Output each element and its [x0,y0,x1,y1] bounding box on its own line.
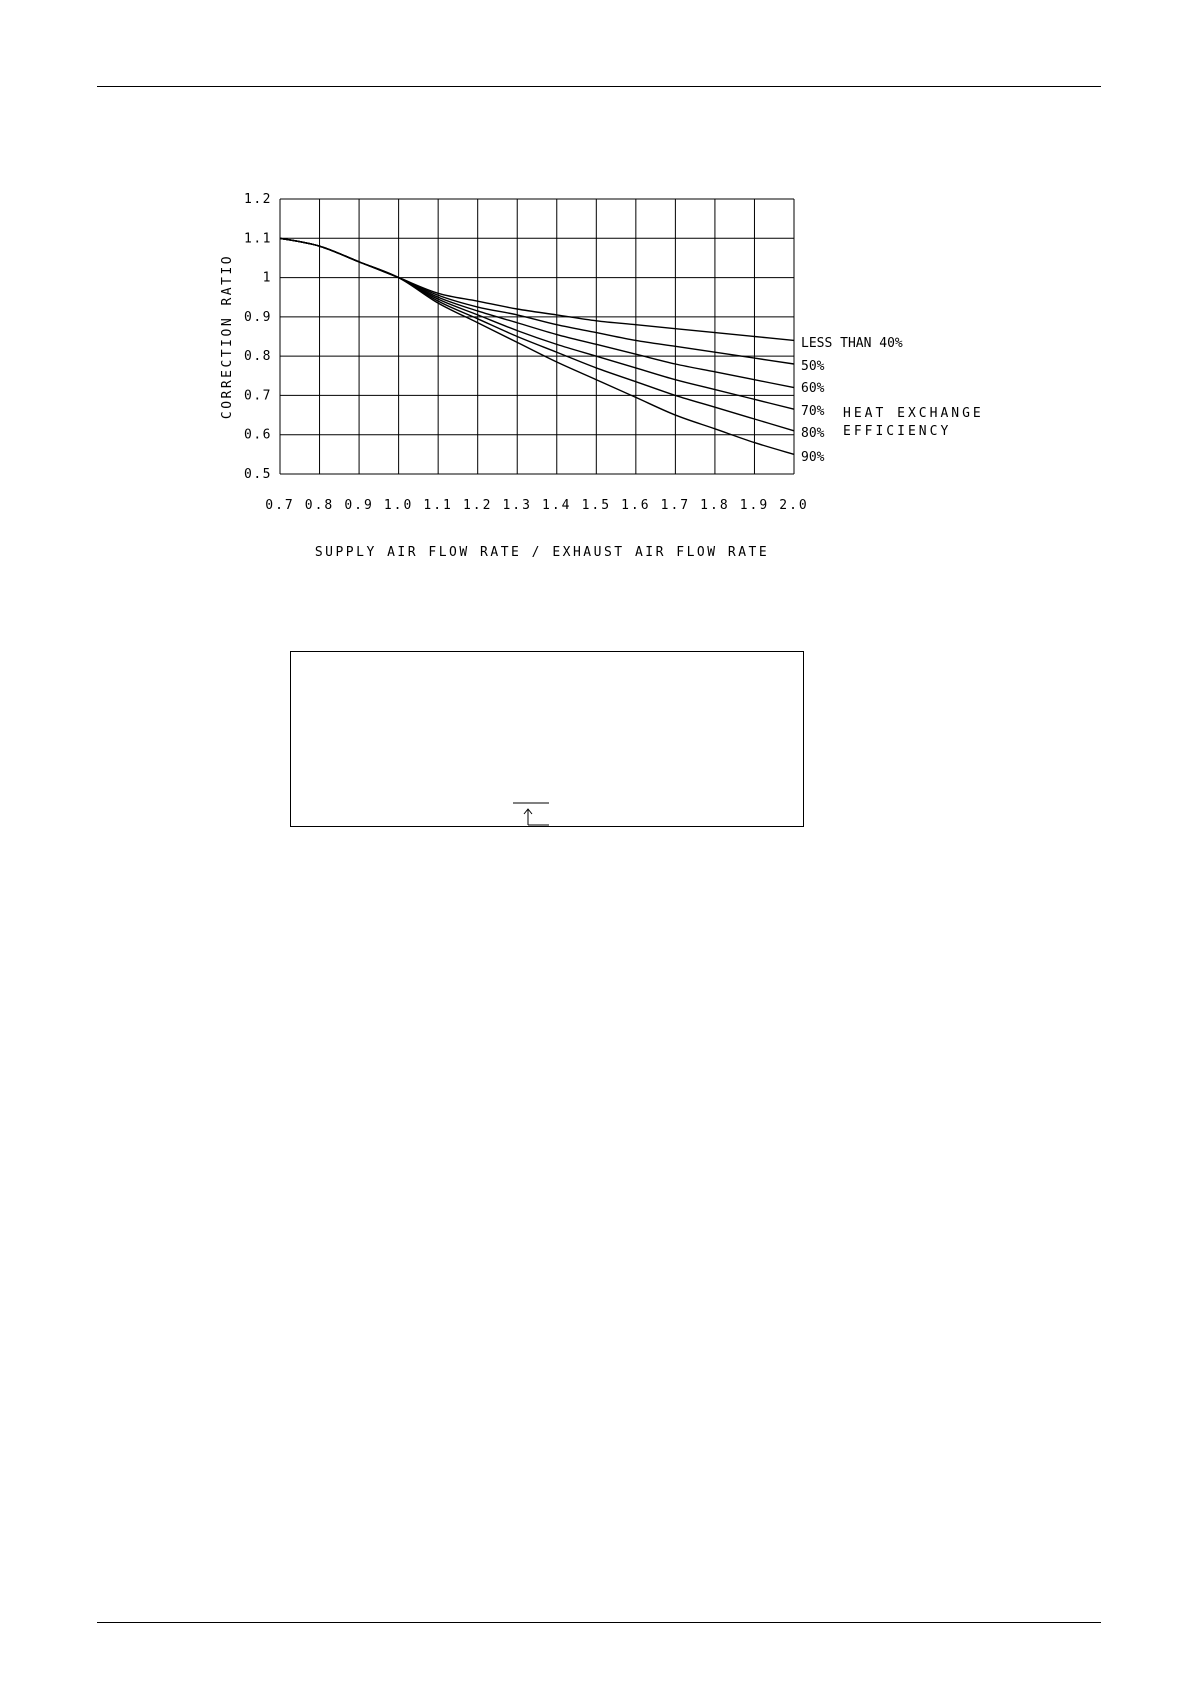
series-label-1: 50% [801,359,825,374]
x-tick-label: 0.7 [265,498,295,513]
y-tick-label: 0.7 [244,388,272,404]
x-tick-label: 1.3 [502,498,532,513]
empty-note-box [290,651,804,827]
correction-ratio-chart [0,0,1190,620]
y-tick-label: 1 [262,270,272,286]
series-line-3 [280,238,794,409]
y-tick-label: 0.6 [244,427,272,443]
chart-legend [801,336,984,465]
x-tick-label: 1.0 [383,498,414,513]
x-tick-label: 2.0 [779,498,809,513]
chart-axis-labels [220,254,769,560]
x-tick-label: 1.5 [581,498,612,513]
chart-tick-labels [244,192,809,513]
series-line-4 [280,238,794,430]
series-label-2: 60% [801,381,825,396]
chart-series [280,238,794,454]
x-tick-label: 0.8 [304,498,335,513]
y-tick-label: 0.9 [244,309,272,325]
series-label-5: 90% [801,450,825,465]
arrow-corner-icon [511,801,551,827]
footer-rule [97,1622,1101,1623]
y-tick-label: 0.8 [244,349,272,365]
series-line-5 [280,238,794,454]
x-tick-label: 0.9 [344,498,374,513]
x-tick-label: 1.2 [462,498,493,513]
legend-title-line-2: EFFICIENCY [843,424,952,439]
x-tick-label: 1.9 [739,498,770,513]
y-tick-label: 0.5 [244,467,272,482]
legend-title-line-1: HEAT EXCHANGE [843,406,984,421]
y-tick-label: 1.1 [244,231,272,247]
series-line-0 [280,238,794,340]
series-label-3: 70% [801,404,825,419]
x-tick-label: 1.7 [660,498,691,513]
series-label-4: 80% [801,426,825,441]
y-tick-label: 1.2 [244,192,272,207]
x-axis-label: SUPPLY AIR FLOW RATE / EXHAUST AIR FLOW RATE [314,545,770,560]
x-tick-label: 1.8 [700,498,730,513]
series-label-0: LESS THAN 40% [801,336,903,351]
x-tick-label: 1.6 [621,498,651,513]
chart-grid [280,199,794,474]
x-tick-label: 1.1 [423,498,453,513]
x-tick-label: 1.4 [542,498,572,513]
y-axis-label: CORRECTION RATIO [220,253,235,420]
